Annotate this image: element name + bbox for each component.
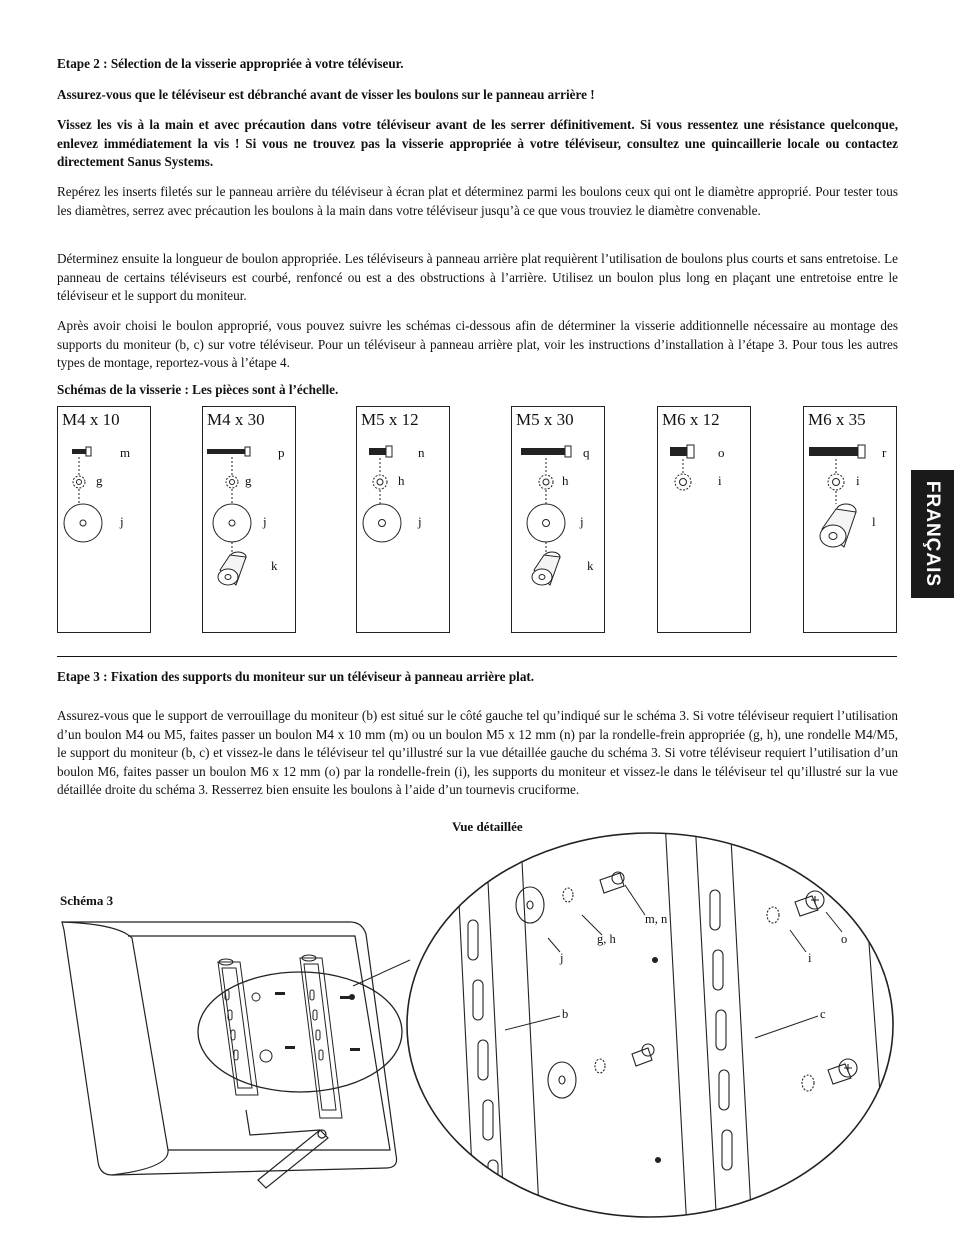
hw-label-j: j [418, 514, 422, 529]
callout-lines [505, 885, 842, 1038]
callout-j: j [560, 951, 564, 965]
step2-para2: Déterminez ensuite la longueur de boulon appropriée. Les téléviseurs à panneau arrière plat requièrent l’utilisation de boulons plus courts et sans entretoise. Le panneau de certains téléviseurs est courbé, renfoncé ou est a des obstructions à l’arrière. Utilisez un boulon plus long en plaçant une entretoise entre le téléviseur et le support du moniteur. [57, 251, 898, 303]
callout-mn: m, n [645, 912, 668, 926]
hw-label-r: r [882, 445, 887, 460]
hw-label-j: j [120, 514, 124, 529]
hw-label-k: k [587, 558, 594, 573]
callout-o: o [841, 932, 848, 946]
hw-label-m: m [120, 445, 131, 460]
hardware-title: M5 x 12 [361, 410, 419, 429]
callout-i: i [808, 951, 812, 965]
lock-washer-gh-icon [563, 888, 573, 902]
hw-label-o: o [718, 445, 725, 460]
step2-para3: Après avoir choisi le boulon approprié, vous pouvez suivre les schémas ci-dessous afin de déterminer la visserie additionnelle nécessaire au montage des supports du moniteur (b, c) sur votre téléviseur. Pour un téléviseur à panneau arrière plat, voir les instructions d’installation à l’étape 3. Pour tous les autres types de montage, reportez-vous à l’étape 4. [57, 318, 898, 370]
hw-label-h: h [398, 473, 405, 488]
lock-washer-i-icon [767, 907, 779, 923]
step3-title: Etape 3 : Fixation des supports du moniteur sur un téléviseur à panneau arrière plat. [57, 669, 535, 684]
detail-bracket-b [455, 820, 540, 1230]
callout-b: b [562, 1007, 569, 1021]
hardware-title: M6 x 35 [808, 410, 866, 429]
hardware-title: M5 x 30 [516, 410, 574, 429]
hw-label-n: n [418, 445, 425, 460]
callout-gh: g, h [597, 932, 616, 946]
mount-bracket-c [300, 955, 342, 1118]
schema-caption: Schéma 3 [60, 893, 114, 908]
hw-label-l: l [872, 514, 876, 529]
hardware-title: M4 x 30 [207, 410, 265, 429]
step2-para1: Repérez les inserts filetés sur le panneau arrière du téléviseur à écran plat et déterminez parmi les boulons ceux qui ont le diamètre approprié. Pour tester tous les diamètres, serrez avec précaution les boulons à la main dans votre téléviseur jusqu’à ce que vous trouviez le diamètre convenable. [57, 184, 898, 218]
hw-label-g: g [245, 473, 252, 488]
detail-view-circle [407, 833, 893, 1217]
hardware-title: M4 x 10 [62, 410, 120, 429]
detail-bracket-c [665, 820, 752, 1230]
hw-label-p: p [278, 445, 285, 460]
callout-c: c [820, 1007, 826, 1021]
hardware-title: M6 x 12 [662, 410, 720, 429]
detail-view-caption: Vue détaillée [452, 819, 523, 834]
washer-j-icon [516, 887, 544, 923]
hw-label-q: q [583, 445, 590, 460]
step3-body: Assurez-vous que le support de verrouillage du moniteur (b) est situé sur le côté gauche tel qu’indiqué sur le schéma 3. Si votre téléviseur requiert l’utilisation d’un boulon M4 ou M5, faites passer un boulon M4 x 10 mm (m) ou un boulon M5 x 12 mm (n) par la rondelle-frein appropriée (g, h), une rondelle M4/M5, le support du moniteur (b, c) et vissez-le dans le téléviseur tel qu’illustré sur la vue détaillée gauche du schéma 3. Si votre téléviseur requiert l’utilisation d’un boulon M6, faites passer un boulon M6 x 12 mm (o) par la rondelle-frein (i), les supports du moniteur et vissez-le dans le téléviseur tel qu’illustré sur la vue détaillée droite du schéma 3. Resserrez bien ensuite les boulons à l’aide d’un tournevis cruciforme. [57, 708, 898, 797]
hw-label-h: h [562, 473, 569, 488]
hw-label-k: k [271, 558, 278, 573]
step2-caution: Vissez les vis à la main et avec précaution dans votre téléviseur avant de les serrer définitivement. Si vous ressentez une résistance quelconque, enlevez immédiatement la vis ! Si vous ne trouvez pas la visserie appropriée à votre téléviseur, consultez une quincaillerie locale ou contactez directement Sanus Systems. [57, 117, 898, 169]
language-tab-label: FRANÇAIS [922, 480, 944, 588]
hw-label-j: j [263, 514, 267, 529]
hw-label-i: i [856, 473, 860, 488]
detail-hardware [516, 872, 857, 1098]
hw-label-j: j [580, 514, 584, 529]
detail-view-content [408, 820, 891, 1230]
step2-warning: Assurez-vous que le téléviseur est débranché avant de visser les boulons sur le panneau arrière ! [57, 87, 595, 102]
step2-title: Etape 2 : Sélection de la visserie appropriée à votre téléviseur. [57, 56, 404, 71]
lock-arm [246, 1110, 328, 1188]
hw-label-g: g [96, 473, 103, 488]
hw-label-i: i [718, 473, 722, 488]
hardware-heading: Schémas de la visserie : Les pièces sont à l’échelle. [57, 382, 339, 397]
